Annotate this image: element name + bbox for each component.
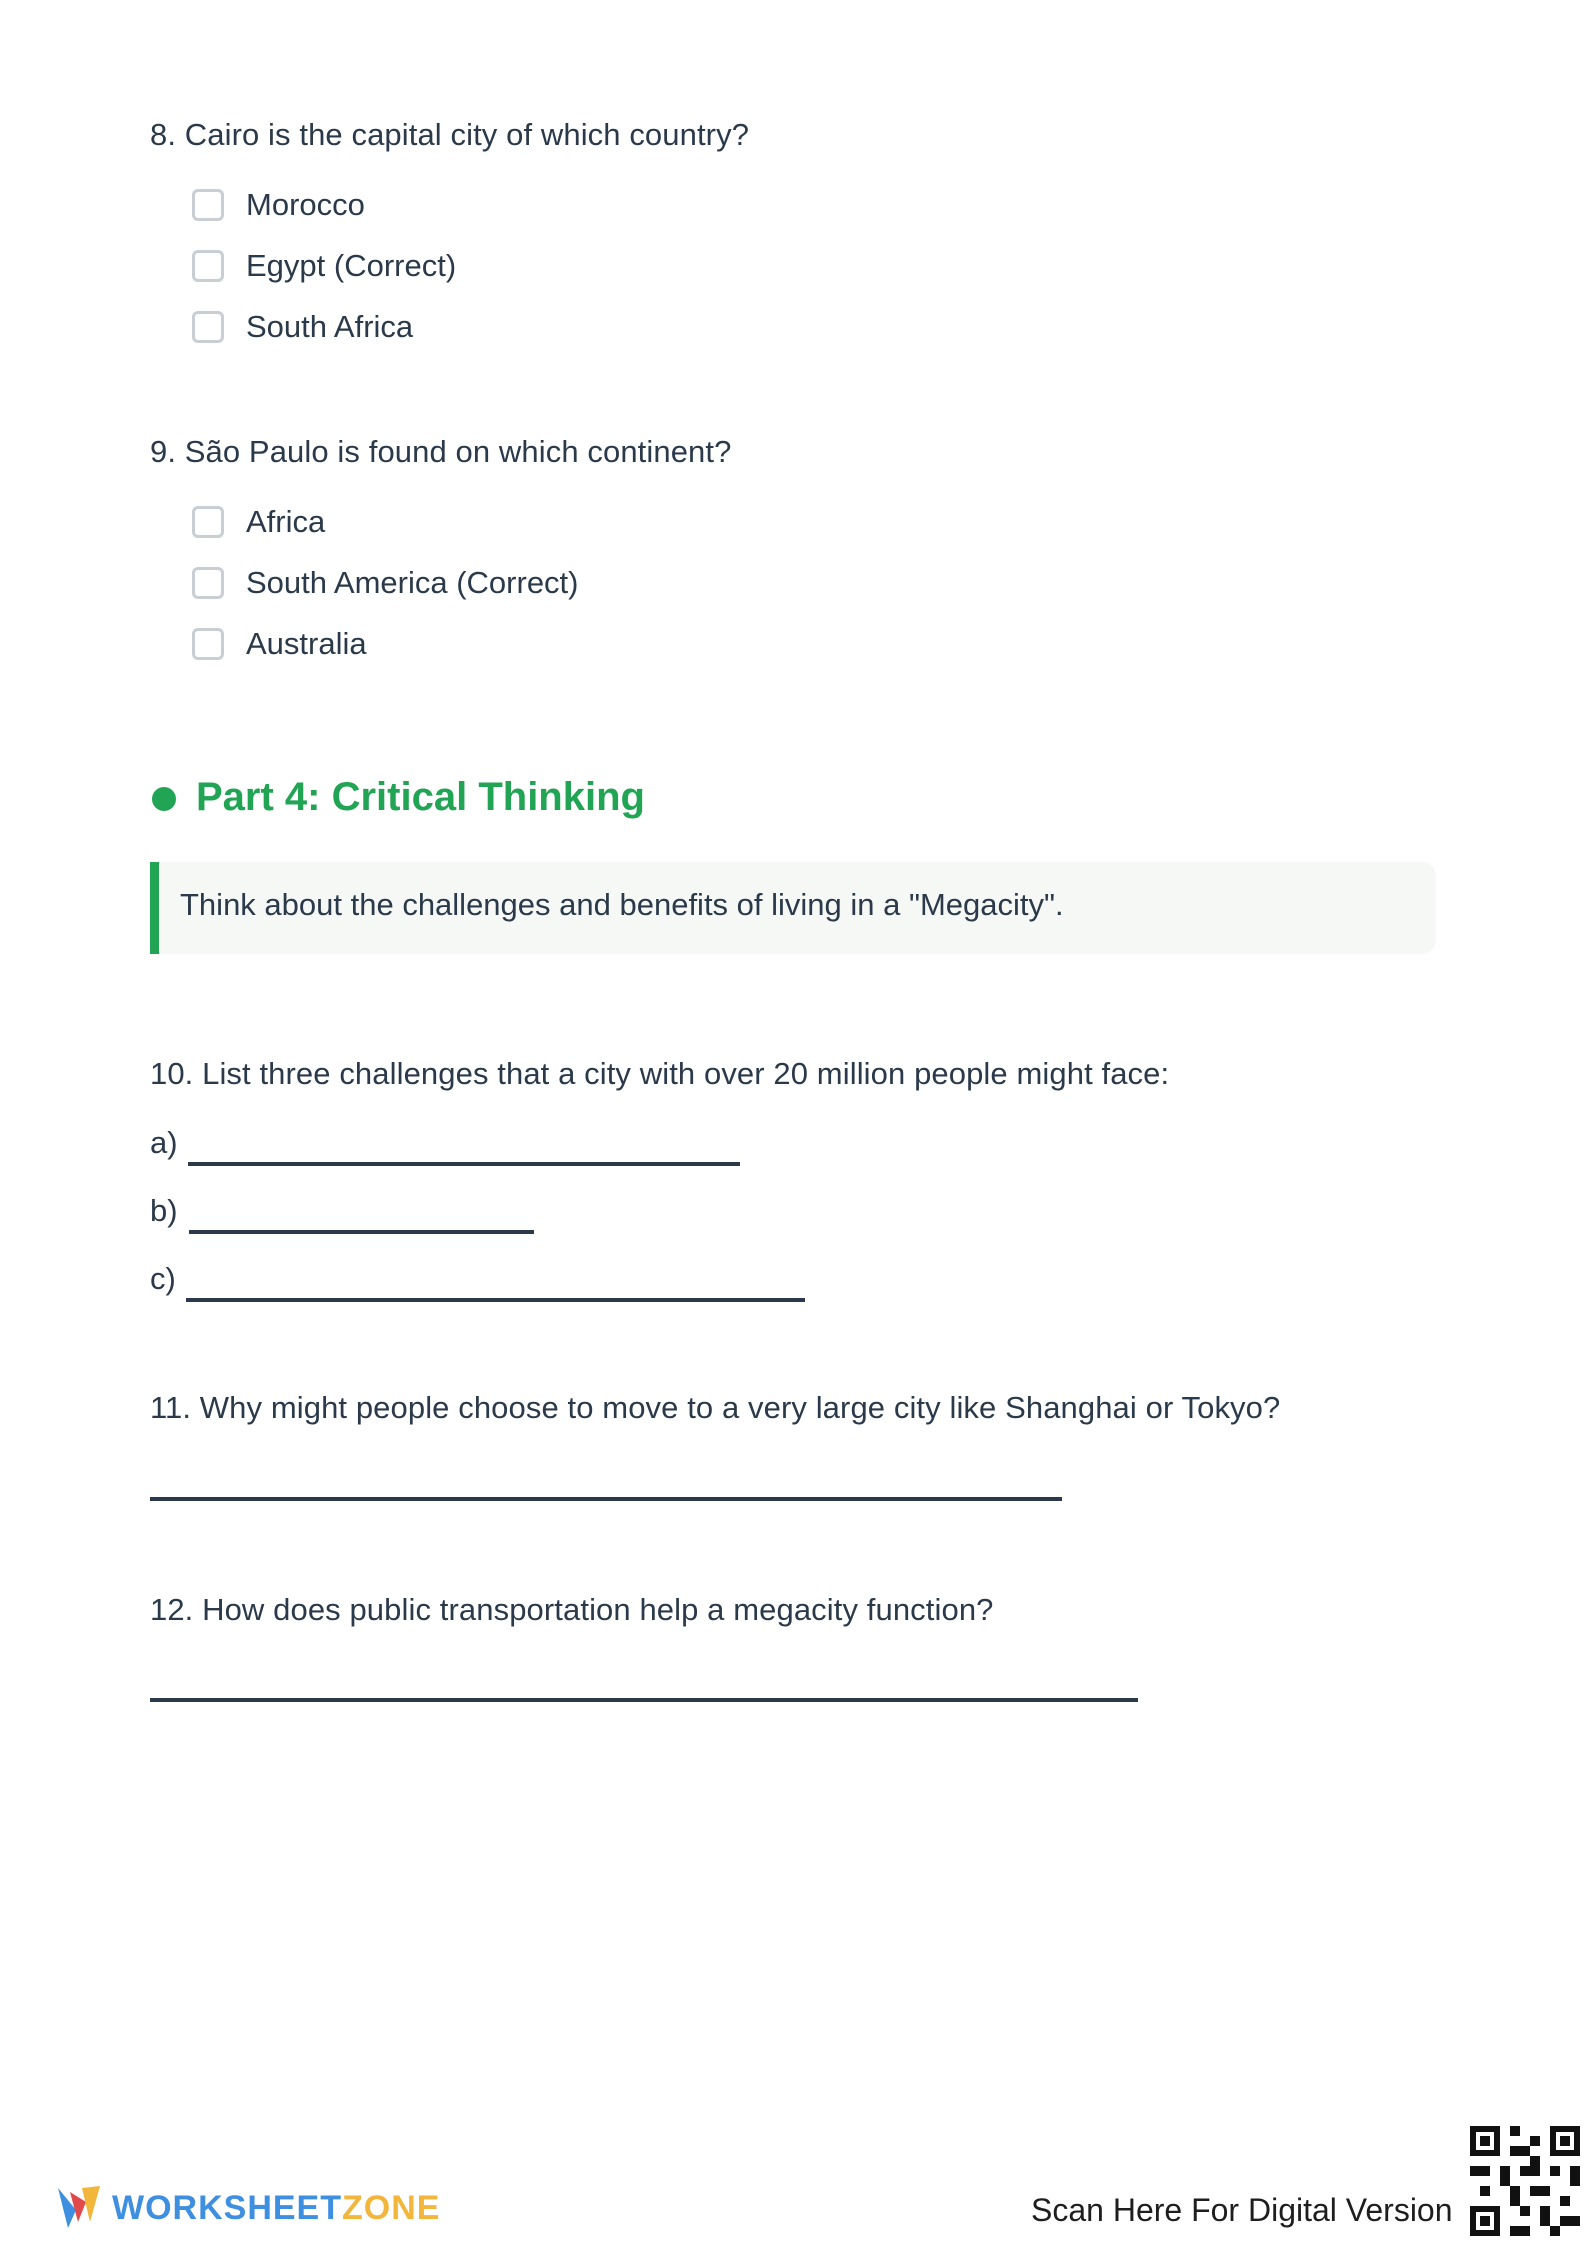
checkbox-icon[interactable] <box>192 628 224 660</box>
q9-option-africa[interactable] <box>192 502 325 542</box>
section-bullet-icon <box>152 787 176 811</box>
answer-line-12[interactable] <box>150 1698 1138 1702</box>
answer-label-a: a) <box>150 1125 178 1160</box>
question-10: 10. List three challenges that a city with over 20 million people might face: <box>150 1056 1170 1091</box>
checkbox-icon[interactable] <box>192 506 224 538</box>
question-11: 11. Why might people choose to move to a very large city like Shanghai or Tokyo? <box>150 1390 1281 1425</box>
note-accent-bar <box>150 862 159 954</box>
option-label: South America (Correct) <box>246 565 579 600</box>
worksheetzone-logo-icon <box>56 2182 102 2234</box>
brand-text-zone: ZONE <box>342 2188 441 2227</box>
answer-line-a[interactable] <box>188 1162 740 1166</box>
option-label: Africa <box>246 504 326 539</box>
option-label: Australia <box>246 626 367 661</box>
answer-line-b[interactable] <box>189 1230 534 1234</box>
question-12: 12. How does public transportation help a megacity function? <box>150 1592 994 1627</box>
checkbox-icon[interactable] <box>192 311 224 343</box>
q8-option-egypt[interactable] <box>192 246 456 286</box>
q8-option-south-africa[interactable] <box>192 307 413 347</box>
scan-text: Scan Here For Digital Version <box>1031 2192 1453 2228</box>
checkbox-icon[interactable] <box>192 250 224 282</box>
q8-option-morocco[interactable] <box>192 185 365 225</box>
answer-line-11[interactable] <box>150 1497 1062 1501</box>
q9-option-australia[interactable] <box>192 624 367 664</box>
answer-line-c[interactable] <box>186 1298 805 1302</box>
note-text: Think about the challenges and benefits of living in a "Megacity". <box>180 887 1064 922</box>
option-label: Egypt (Correct) <box>246 248 457 283</box>
qr-code-icon[interactable] <box>1470 2126 1580 2236</box>
q9-option-south-america[interactable] <box>192 563 579 603</box>
answer-label-b: b) <box>150 1193 178 1228</box>
option-label: Morocco <box>246 187 365 222</box>
brand-text-worksheet: WORKSHEET <box>112 2188 342 2227</box>
question-8: 8. Cairo is the capital city of which country? <box>150 117 750 152</box>
checkbox-icon[interactable] <box>192 567 224 599</box>
question-9: 9. São Paulo is found on which continent? <box>150 434 732 469</box>
answer-label-c: c) <box>150 1261 176 1296</box>
option-label: South Africa <box>246 309 414 344</box>
section-title: Part 4: Critical Thinking <box>196 775 645 819</box>
worksheetzone-logo <box>56 2182 440 2234</box>
checkbox-icon[interactable] <box>192 189 224 221</box>
